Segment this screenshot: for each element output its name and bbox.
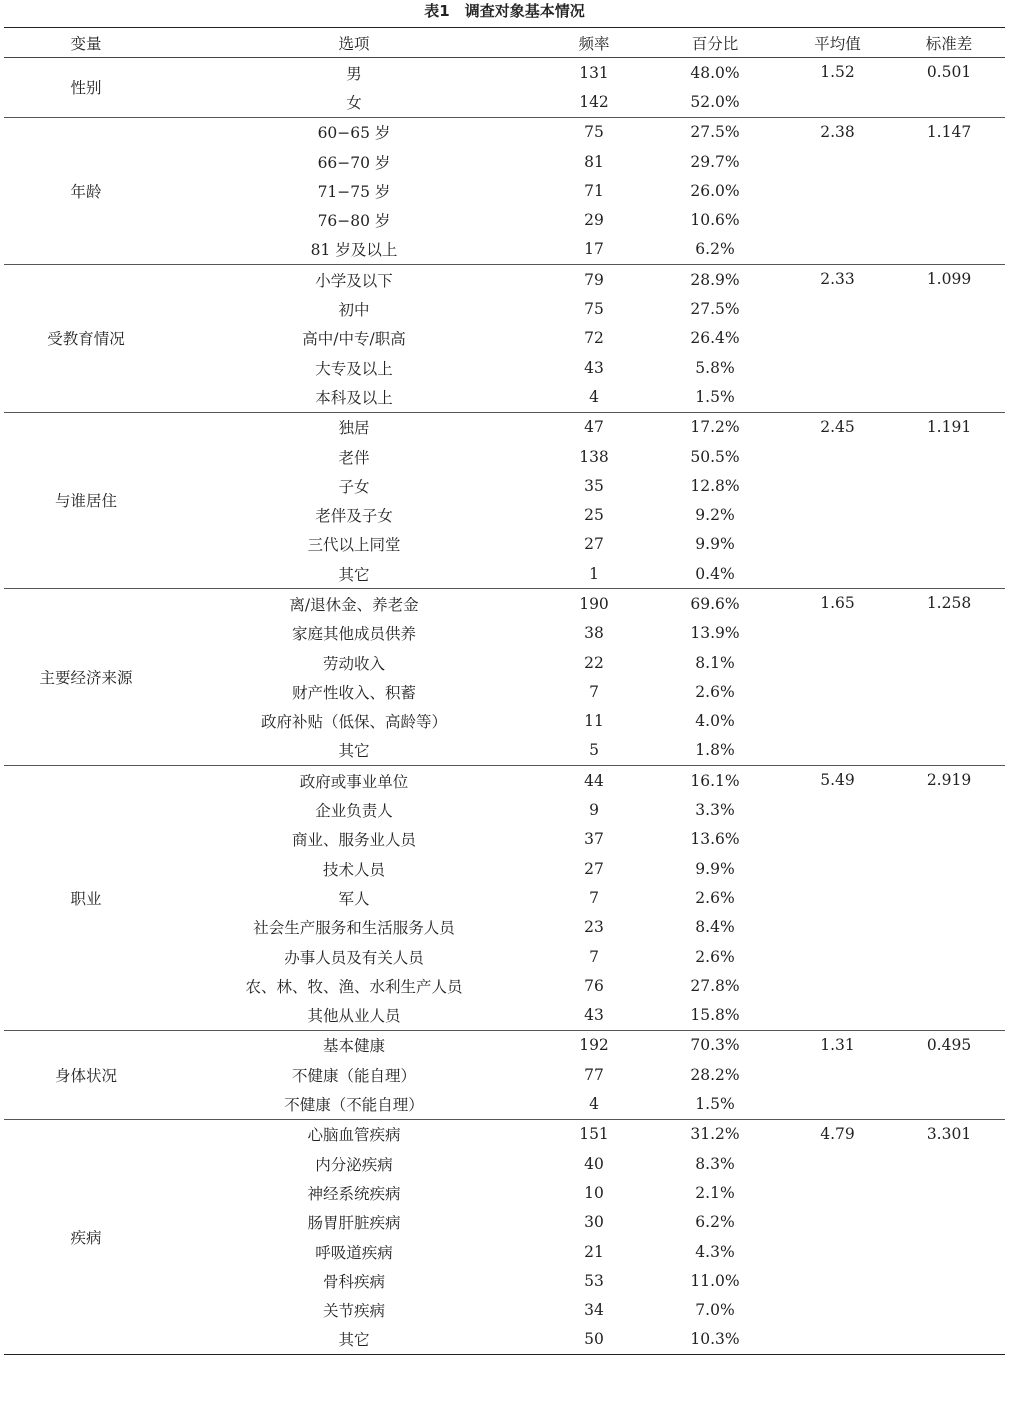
- frequency-cell: 7: [589, 947, 599, 966]
- option-cell: 老伴: [338, 448, 370, 467]
- option-cell: 初中: [338, 301, 370, 320]
- percent-cell: 9.9%: [695, 535, 735, 554]
- table-body: [4, 58, 1005, 1355]
- mean-cell: 2.38: [782, 117, 893, 264]
- frequency-cell: 79: [540, 265, 648, 295]
- option-cell: 家庭其他成员供养: [291, 625, 416, 644]
- frequency-cell: 10: [584, 1183, 604, 1202]
- frequency-cell: 22: [584, 653, 604, 672]
- header-percent: 百分比: [648, 28, 782, 58]
- table-row: [4, 265, 1005, 295]
- frequency-cell: 75: [540, 117, 648, 147]
- option-cell: 政府补贴（低保、高龄等）: [260, 713, 447, 732]
- option-cell: 社会生产服务和生活服务人员: [253, 919, 455, 938]
- percent-cell: 52.0%: [690, 92, 740, 111]
- variable-cell: 性别: [70, 79, 102, 98]
- percent-cell: 2.6%: [695, 682, 735, 701]
- option-cell: 三代以上同堂: [307, 536, 401, 555]
- option-cell: 政府或事业单位: [168, 766, 540, 796]
- percent-cell: 9.9%: [695, 859, 735, 878]
- option-cell: 不健康（不能自理）: [284, 1096, 424, 1115]
- option-cell: 肠胃肝脏疾病: [307, 1214, 401, 1233]
- percent-cell: 6.2%: [695, 240, 735, 259]
- table-row: [4, 117, 1005, 147]
- percent-cell: 13.9%: [690, 624, 740, 643]
- frequency-cell: 192: [540, 1030, 648, 1060]
- percent-cell: 7.0%: [695, 1301, 735, 1320]
- percent-cell: 1.8%: [695, 741, 735, 760]
- option-cell: 子女: [338, 477, 370, 496]
- percent-cell: 1.5%: [695, 1095, 735, 1114]
- frequency-cell: 190: [540, 589, 648, 619]
- option-cell: 高中/中专/职高: [302, 330, 406, 349]
- table-row: [4, 58, 1005, 88]
- percent-cell: 5.8%: [695, 358, 735, 377]
- frequency-cell: 75: [584, 300, 604, 319]
- option-cell: 71−75 岁: [317, 182, 391, 201]
- frequency-cell: 53: [584, 1271, 604, 1290]
- percent-cell: 27.8%: [690, 976, 740, 995]
- option-cell: 女: [346, 93, 362, 112]
- option-cell: 其他从业人员: [307, 1007, 401, 1026]
- option-cell: 农、林、牧、渔、水利生产人员: [245, 977, 463, 996]
- sd-cell: 1.099: [893, 265, 1005, 412]
- option-cell: 本科及以上: [315, 388, 393, 407]
- sd-cell: 1.191: [893, 412, 1005, 589]
- mean-cell: 1.31: [782, 1030, 893, 1119]
- option-cell: 技术人员: [322, 860, 385, 879]
- percent-cell: 26.4%: [690, 329, 740, 348]
- mean-cell: 1.65: [782, 589, 893, 766]
- option-cell: 呼吸道疾病: [315, 1243, 393, 1262]
- percent-cell: 10.6%: [690, 211, 740, 230]
- option-cell: 劳动收入: [322, 654, 385, 673]
- option-cell: 军人: [338, 889, 370, 908]
- percent-cell: 48.0%: [690, 63, 740, 82]
- mean-cell: 2.45: [782, 412, 893, 589]
- variable-cell: 主要经济来源: [4, 589, 168, 766]
- variable-cell: 年龄: [4, 117, 168, 264]
- frequency-cell: 17: [584, 240, 604, 259]
- percent-cell: 15.8%: [690, 1006, 740, 1025]
- percent-cell: 0.4%: [695, 564, 735, 583]
- frequency-cell: 5: [589, 741, 599, 760]
- percent-cell: 69.6%: [648, 589, 782, 619]
- variable-cell: 受教育情况: [4, 265, 168, 412]
- frequency-cell: 4: [589, 1095, 599, 1114]
- table-row: [4, 412, 1005, 442]
- option-cell: 60−65 岁: [168, 117, 540, 147]
- frequency-cell: 27: [584, 535, 604, 554]
- option-cell: 独居: [168, 412, 540, 442]
- frequency-cell: 43: [584, 1006, 604, 1025]
- frequency-cell: 81: [584, 152, 604, 171]
- option-cell: 其它: [338, 565, 370, 584]
- percent-cell: 26.0%: [690, 181, 740, 200]
- frequency-cell: 40: [584, 1154, 604, 1173]
- percent-cell: 3.3%: [695, 801, 735, 820]
- sd-cell: 1.147: [893, 117, 1005, 264]
- option-cell: 男: [346, 64, 362, 83]
- demographics-table: [4, 27, 1005, 1355]
- header-mean: 平均值: [782, 28, 893, 58]
- percent-cell: 29.7%: [690, 152, 740, 171]
- sd-cell: 0.501: [926, 63, 972, 81]
- percent-cell: 28.9%: [648, 265, 782, 295]
- sd-cell: 1.258: [893, 589, 1005, 766]
- frequency-cell: 72: [584, 329, 604, 348]
- option-cell: 基本健康: [168, 1030, 540, 1060]
- variable-cell: 与谁居住: [4, 412, 168, 589]
- frequency-cell: 76: [584, 976, 604, 995]
- option-cell: 小学及以下: [168, 265, 540, 295]
- option-cell: 其它: [338, 742, 370, 761]
- percent-cell: 8.3%: [695, 1154, 735, 1173]
- table-row: [4, 1030, 1005, 1060]
- frequency-cell: 7: [589, 888, 599, 907]
- header-variable: 变量: [4, 28, 168, 58]
- percent-cell: 50.5%: [690, 447, 740, 466]
- frequency-cell: 77: [584, 1065, 604, 1084]
- option-cell: 81 岁及以上: [310, 241, 398, 260]
- percent-cell: 16.1%: [648, 766, 782, 796]
- percent-cell: 27.5%: [690, 300, 740, 319]
- mean-cell: 2.33: [782, 265, 893, 412]
- header-row: [4, 28, 1005, 58]
- option-cell: 神经系统疾病: [307, 1184, 401, 1203]
- percent-cell: 70.3%: [648, 1030, 782, 1060]
- frequency-cell: 131: [579, 63, 609, 82]
- sd-cell: 3.301: [893, 1119, 1005, 1354]
- frequency-cell: 30: [584, 1213, 604, 1232]
- option-cell: 心脑血管疾病: [168, 1119, 540, 1149]
- option-cell: 不健康（能自理）: [291, 1066, 416, 1085]
- variable-cell: 身体状况: [4, 1030, 168, 1119]
- frequency-cell: 43: [584, 358, 604, 377]
- mean-cell: 5.49: [782, 766, 893, 1031]
- mean-cell: 1.52: [820, 63, 855, 81]
- frequency-cell: 71: [584, 181, 604, 200]
- frequency-cell: 9: [589, 801, 599, 820]
- option-cell: 76−80 岁: [317, 212, 391, 231]
- frequency-cell: 37: [584, 830, 604, 849]
- percent-cell: 8.1%: [695, 653, 735, 672]
- frequency-cell: 4: [589, 387, 599, 406]
- percent-cell: 2.6%: [695, 947, 735, 966]
- sd-cell: 2.919: [893, 766, 1005, 1031]
- percent-cell: 8.4%: [695, 918, 735, 937]
- frequency-cell: 25: [584, 506, 604, 525]
- percent-cell: 2.1%: [695, 1183, 735, 1202]
- frequency-cell: 11: [584, 712, 604, 731]
- option-cell: 老伴及子女: [315, 507, 393, 526]
- percent-cell: 17.2%: [648, 412, 782, 442]
- frequency-cell: 44: [540, 766, 648, 796]
- table-row: [4, 589, 1005, 619]
- option-cell: 其它: [168, 1325, 540, 1355]
- frequency-cell: 27: [584, 859, 604, 878]
- mean-cell: 4.79: [782, 1119, 893, 1354]
- option-cell: 商业、服务业人员: [291, 831, 416, 850]
- percent-cell: 2.6%: [695, 888, 735, 907]
- frequency-cell: 23: [584, 918, 604, 937]
- option-cell: 内分泌疾病: [315, 1155, 393, 1174]
- option-cell: 大专及以上: [315, 359, 393, 378]
- frequency-cell: 38: [584, 624, 604, 643]
- frequency-cell: 34: [584, 1301, 604, 1320]
- table-row: [4, 1119, 1005, 1149]
- percent-cell: 1.5%: [695, 387, 735, 406]
- percent-cell: 6.2%: [695, 1213, 735, 1232]
- header-sd: 标准差: [893, 28, 1005, 58]
- option-cell: 企业负责人: [315, 802, 393, 821]
- frequency-cell: 1: [589, 564, 599, 583]
- percent-cell: 9.2%: [695, 506, 735, 525]
- percent-cell: 10.3%: [648, 1325, 782, 1355]
- percent-cell: 31.2%: [648, 1119, 782, 1149]
- option-cell: 离/退休金、养老金: [168, 589, 540, 619]
- frequency-cell: 151: [540, 1119, 648, 1149]
- table-caption: 表1 调查对象基本情况: [424, 2, 585, 20]
- variable-cell: 疾病: [4, 1119, 168, 1354]
- header-frequency: 频率: [540, 28, 648, 58]
- percent-cell: 4.0%: [695, 712, 735, 731]
- option-cell: 骨科疾病: [322, 1272, 385, 1291]
- percent-cell: 28.2%: [690, 1065, 740, 1084]
- table-row: [4, 766, 1005, 796]
- option-cell: 66−70 岁: [317, 153, 391, 172]
- frequency-cell: 21: [584, 1242, 604, 1261]
- frequency-cell: 138: [579, 447, 609, 466]
- percent-cell: 4.3%: [695, 1242, 735, 1261]
- sd-cell: 0.495: [893, 1030, 1005, 1119]
- percent-cell: 12.8%: [690, 476, 740, 495]
- frequency-cell: 142: [579, 92, 609, 111]
- frequency-cell: 29: [584, 211, 604, 230]
- percent-cell: 27.5%: [648, 117, 782, 147]
- option-cell: 办事人员及有关人员: [284, 948, 424, 967]
- percent-cell: 11.0%: [690, 1271, 740, 1290]
- option-cell: 关节疾病: [322, 1302, 385, 1321]
- frequency-cell: 7: [589, 682, 599, 701]
- header-option: 选项: [168, 28, 540, 58]
- option-cell: 财产性收入、积蓄: [291, 683, 416, 702]
- frequency-cell: 50: [540, 1325, 648, 1355]
- frequency-cell: 47: [540, 412, 648, 442]
- percent-cell: 13.6%: [690, 830, 740, 849]
- frequency-cell: 35: [584, 476, 604, 495]
- variable-cell: 职业: [4, 766, 168, 1031]
